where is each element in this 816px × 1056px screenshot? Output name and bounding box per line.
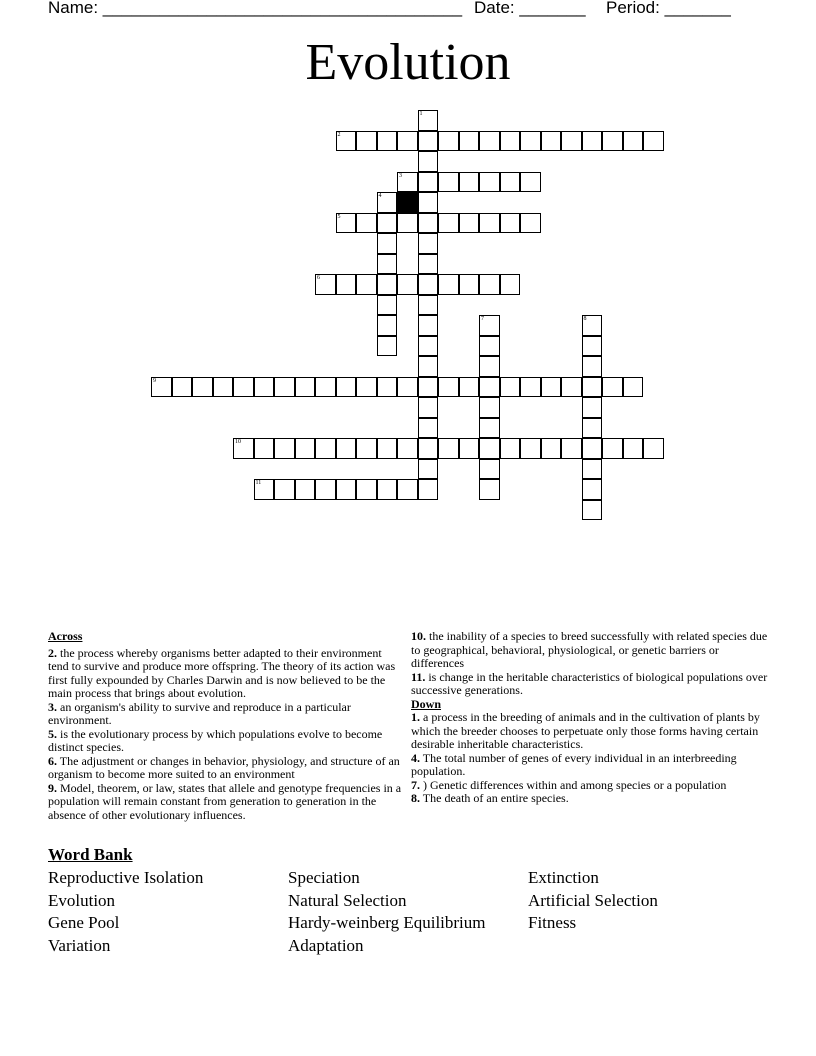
crossword-cell[interactable]	[459, 213, 480, 234]
crossword-cell[interactable]	[254, 438, 275, 459]
crossword-cell[interactable]	[336, 131, 357, 152]
crossword-cell[interactable]	[520, 377, 541, 398]
crossword-cell[interactable]	[377, 295, 398, 316]
crossword-cell[interactable]	[623, 438, 644, 459]
crossword-cell[interactable]	[479, 356, 500, 377]
clue-across-9: 9. Model, theorem, or law, states that allele and genotype frequencies in a population will remain constant from generation to generation in the absence of other evolutionary influences.	[48, 780, 402, 822]
crossword-cell[interactable]	[377, 131, 398, 152]
crossword-cell[interactable]	[336, 274, 357, 295]
crossword-cell[interactable]	[520, 438, 541, 459]
crossword-cell[interactable]	[377, 254, 398, 275]
crossword-cell[interactable]	[602, 131, 623, 152]
crossword-cell[interactable]	[643, 131, 664, 152]
crossword-cell[interactable]	[438, 131, 459, 152]
crossword-cell[interactable]	[479, 131, 500, 152]
crossword-cell[interactable]	[418, 438, 439, 459]
crossword-cell[interactable]	[582, 315, 603, 336]
crossword-cell[interactable]	[315, 377, 336, 398]
clue-down-1: 1. a process in the breeding of animals and in the cultivation of plants by which the breeder chooses to perpetuate only those forms having certain desirable inheritable characteristics.	[411, 710, 760, 751]
crossword-cell[interactable]	[561, 131, 582, 152]
name-field[interactable]: Name: ______________________________________	[48, 0, 463, 17]
crossword-cell[interactable]	[192, 377, 213, 398]
crossword-cell[interactable]	[418, 131, 439, 152]
blocked-cell	[397, 192, 418, 213]
crossword-cell[interactable]	[459, 274, 480, 295]
crossword-cell[interactable]	[397, 377, 418, 398]
crossword-cell[interactable]	[397, 438, 418, 459]
clue-number: 1	[419, 111, 423, 117]
clue-number: 8	[583, 316, 587, 322]
crossword-cell[interactable]	[377, 233, 398, 254]
clue-number: 3	[399, 172, 402, 179]
crossword-cell[interactable]	[356, 377, 377, 398]
crossword-cell[interactable]	[377, 336, 398, 357]
crossword-cell[interactable]	[479, 274, 500, 295]
crossword-cell[interactable]	[418, 397, 439, 418]
crossword-cell[interactable]	[356, 274, 377, 295]
clue-across-3: 3. an organism's ability to survive and reproduce in a particular environment.	[48, 699, 351, 727]
clue-number: 10	[235, 439, 241, 445]
crossword-cell[interactable]	[582, 418, 603, 439]
crossword-cell[interactable]	[582, 479, 603, 500]
crossword-cell[interactable]	[295, 377, 316, 398]
date-field[interactable]: Date: _______	[474, 0, 586, 17]
crossword-cell[interactable]	[479, 377, 500, 398]
crossword-cell[interactable]	[479, 438, 500, 459]
word-bank-item: Artificial Selection	[528, 890, 658, 910]
crossword-cell[interactable]	[541, 131, 562, 152]
crossword-cell[interactable]	[459, 131, 480, 152]
crossword-cell[interactable]	[582, 397, 603, 418]
crossword-cell[interactable]	[520, 172, 541, 193]
clue-number: 7	[481, 316, 484, 322]
crossword-cell[interactable]	[418, 213, 439, 234]
word-bank-item: Variation	[48, 936, 111, 956]
crossword-cell[interactable]	[582, 336, 603, 357]
crossword-cell[interactable]	[479, 172, 500, 193]
crossword-cell[interactable]	[397, 479, 418, 500]
crossword-cell[interactable]	[582, 356, 603, 377]
period-field[interactable]: Period: _______	[606, 0, 731, 17]
crossword-cell[interactable]	[336, 479, 357, 500]
crossword-cell[interactable]	[520, 213, 541, 234]
crossword-cell[interactable]	[377, 192, 398, 213]
crossword-cell[interactable]	[582, 377, 603, 398]
clue-across-6: 6. The adjustment or changes in behavior, physiology, and structure of an organism to become more suited to an environment	[48, 753, 400, 781]
crossword-cell[interactable]	[418, 418, 439, 439]
crossword-cell[interactable]	[602, 438, 623, 459]
crossword-cell[interactable]	[500, 274, 521, 295]
crossword-cell[interactable]	[377, 479, 398, 500]
crossword-cell[interactable]	[336, 213, 357, 234]
crossword-cell[interactable]	[479, 315, 500, 336]
word-bank-column-3	[528, 867, 658, 935]
word-bank-item: Evolution	[48, 890, 116, 910]
crossword-cell[interactable]	[233, 377, 254, 398]
clues-column-2	[411, 630, 771, 806]
word-bank-item: Adaptation	[288, 936, 364, 956]
crossword-cell[interactable]	[479, 479, 500, 500]
crossword-cell[interactable]	[520, 131, 541, 152]
crossword-cell[interactable]	[418, 151, 439, 172]
crossword-cell[interactable]	[479, 213, 500, 234]
crossword-cell[interactable]	[500, 213, 521, 234]
clue-number: 5	[337, 213, 341, 220]
crossword-cell[interactable]	[561, 438, 582, 459]
crossword-cell[interactable]	[459, 172, 480, 193]
clue-across-2: 2. the process whereby organisms better adapted to their environment tend to survive and produce more offspring. The theory of its action was first fully expounded by Charles Darwin and is now believed to be the main process that brings about evolution.	[48, 645, 396, 700]
word-bank-column-1	[48, 867, 203, 958]
crossword-cell[interactable]	[274, 438, 295, 459]
crossword-cell[interactable]	[397, 172, 418, 193]
crossword-cell[interactable]	[418, 233, 439, 254]
crossword-cell[interactable]	[438, 213, 459, 234]
crossword-cell[interactable]	[582, 500, 603, 521]
crossword-cell[interactable]	[541, 377, 562, 398]
crossword-cell[interactable]	[500, 131, 521, 152]
crossword-cell[interactable]	[418, 459, 439, 480]
crossword-cell[interactable]	[397, 213, 418, 234]
crossword-cell[interactable]	[438, 438, 459, 459]
crossword-cell[interactable]	[377, 213, 398, 234]
crossword-cell[interactable]	[295, 479, 316, 500]
crossword-cell[interactable]	[438, 377, 459, 398]
crossword-cell[interactable]	[459, 377, 480, 398]
crossword-cell[interactable]	[418, 254, 439, 275]
crossword-cell[interactable]	[377, 377, 398, 398]
word-bank-title: Word Bank	[48, 845, 133, 864]
crossword-cell[interactable]	[418, 356, 439, 377]
crossword-cell[interactable]	[561, 377, 582, 398]
clue-number: 9	[153, 377, 156, 384]
crossword-cell[interactable]	[151, 377, 172, 398]
clue-across-5: 5. is the evolutionary process by which populations evolve to become distinct species.	[48, 726, 383, 754]
crossword-cell[interactable]	[582, 438, 603, 459]
crossword-cell[interactable]	[500, 438, 521, 459]
crossword-cell[interactable]	[172, 377, 193, 398]
crossword-cell[interactable]	[315, 274, 336, 295]
word-bank-column-2	[288, 867, 486, 958]
crossword-cell[interactable]	[418, 172, 439, 193]
clue-across-10: 10. the inability of a species to breed successfully with related species due to geographical, behavioral, physiological, or genetic barriers or differences	[411, 629, 768, 670]
crossword-cell[interactable]	[418, 336, 439, 357]
clue-down-7: 7. ) Genetic differences within and among species or a population	[411, 777, 727, 792]
crossword-cell[interactable]	[336, 377, 357, 398]
crossword-cell[interactable]	[336, 438, 357, 459]
crossword-cell[interactable]	[479, 418, 500, 439]
crossword-cell[interactable]	[623, 377, 644, 398]
clue-number: 2	[337, 131, 341, 138]
crossword-cell[interactable]	[582, 131, 603, 152]
crossword-cell[interactable]	[500, 377, 521, 398]
crossword-cell[interactable]	[377, 315, 398, 336]
crossword-cell[interactable]	[274, 479, 295, 500]
clue-number: 6	[317, 275, 320, 281]
crossword-cell[interactable]	[418, 274, 439, 295]
crossword-cell[interactable]	[438, 172, 459, 193]
crossword-cell[interactable]	[459, 438, 480, 459]
crossword-cell[interactable]	[397, 131, 418, 152]
word-bank-item: Fitness	[528, 913, 577, 933]
crossword-cell[interactable]	[438, 274, 459, 295]
crossword-cell[interactable]	[479, 336, 500, 357]
crossword-cell[interactable]	[541, 438, 562, 459]
crossword-cell[interactable]	[643, 438, 664, 459]
word-bank-item: Hardy-weinberg Equilibrium	[288, 913, 486, 933]
word-bank-item: Gene Pool	[48, 913, 120, 933]
crossword-cell[interactable]	[233, 438, 254, 459]
crossword-cell[interactable]	[254, 479, 275, 500]
crossword-cell[interactable]	[377, 274, 398, 295]
clue-number: 4	[378, 193, 382, 199]
clue-down-4: 4. The total number of genes of every individual in an interbreeding population.	[411, 750, 737, 778]
clue-number: 11	[255, 480, 262, 486]
crossword-cell[interactable]	[397, 274, 418, 295]
word-bank-item: Natural Selection	[288, 890, 407, 910]
clue-down-8: 8. The death of an entire species.	[411, 791, 569, 805]
crossword-cell[interactable]	[213, 377, 234, 398]
across-heading: Across	[48, 629, 83, 643]
crossword-cell[interactable]	[623, 131, 644, 152]
crossword-cell[interactable]	[356, 479, 377, 500]
crossword-cell[interactable]	[315, 438, 336, 459]
crossword-cell[interactable]	[418, 110, 439, 131]
crossword-cell[interactable]	[377, 438, 398, 459]
crossword-cell[interactable]	[315, 479, 336, 500]
word-bank-item: Speciation	[288, 868, 360, 887]
crossword-cell[interactable]	[602, 377, 623, 398]
down-heading: Down	[411, 696, 442, 711]
crossword-cell[interactable]	[254, 377, 275, 398]
crossword-cell[interactable]	[356, 213, 377, 234]
crossword-cell[interactable]	[500, 172, 521, 193]
crossword-cell[interactable]	[479, 459, 500, 480]
word-bank-item: Extinction	[528, 868, 599, 887]
clue-across-11: 11. is change in the heritable characteristics of biological populations over successive generations.	[411, 669, 768, 697]
crossword-cell[interactable]	[418, 315, 439, 336]
crossword-cell[interactable]	[356, 438, 377, 459]
crossword-cell[interactable]	[274, 377, 295, 398]
crossword-cell[interactable]	[479, 397, 500, 418]
crossword-cell[interactable]	[295, 438, 316, 459]
word-bank-item: Reproductive Isolation	[48, 868, 204, 887]
crossword-cell[interactable]	[418, 295, 439, 316]
crossword-cell[interactable]	[418, 192, 439, 213]
crossword-cell[interactable]	[418, 377, 439, 398]
across-clues-column-1	[48, 630, 404, 822]
crossword-cell[interactable]	[356, 131, 377, 152]
page-title: Evolution	[305, 34, 511, 91]
crossword-cell[interactable]	[418, 479, 439, 500]
crossword-cell[interactable]	[582, 459, 603, 480]
